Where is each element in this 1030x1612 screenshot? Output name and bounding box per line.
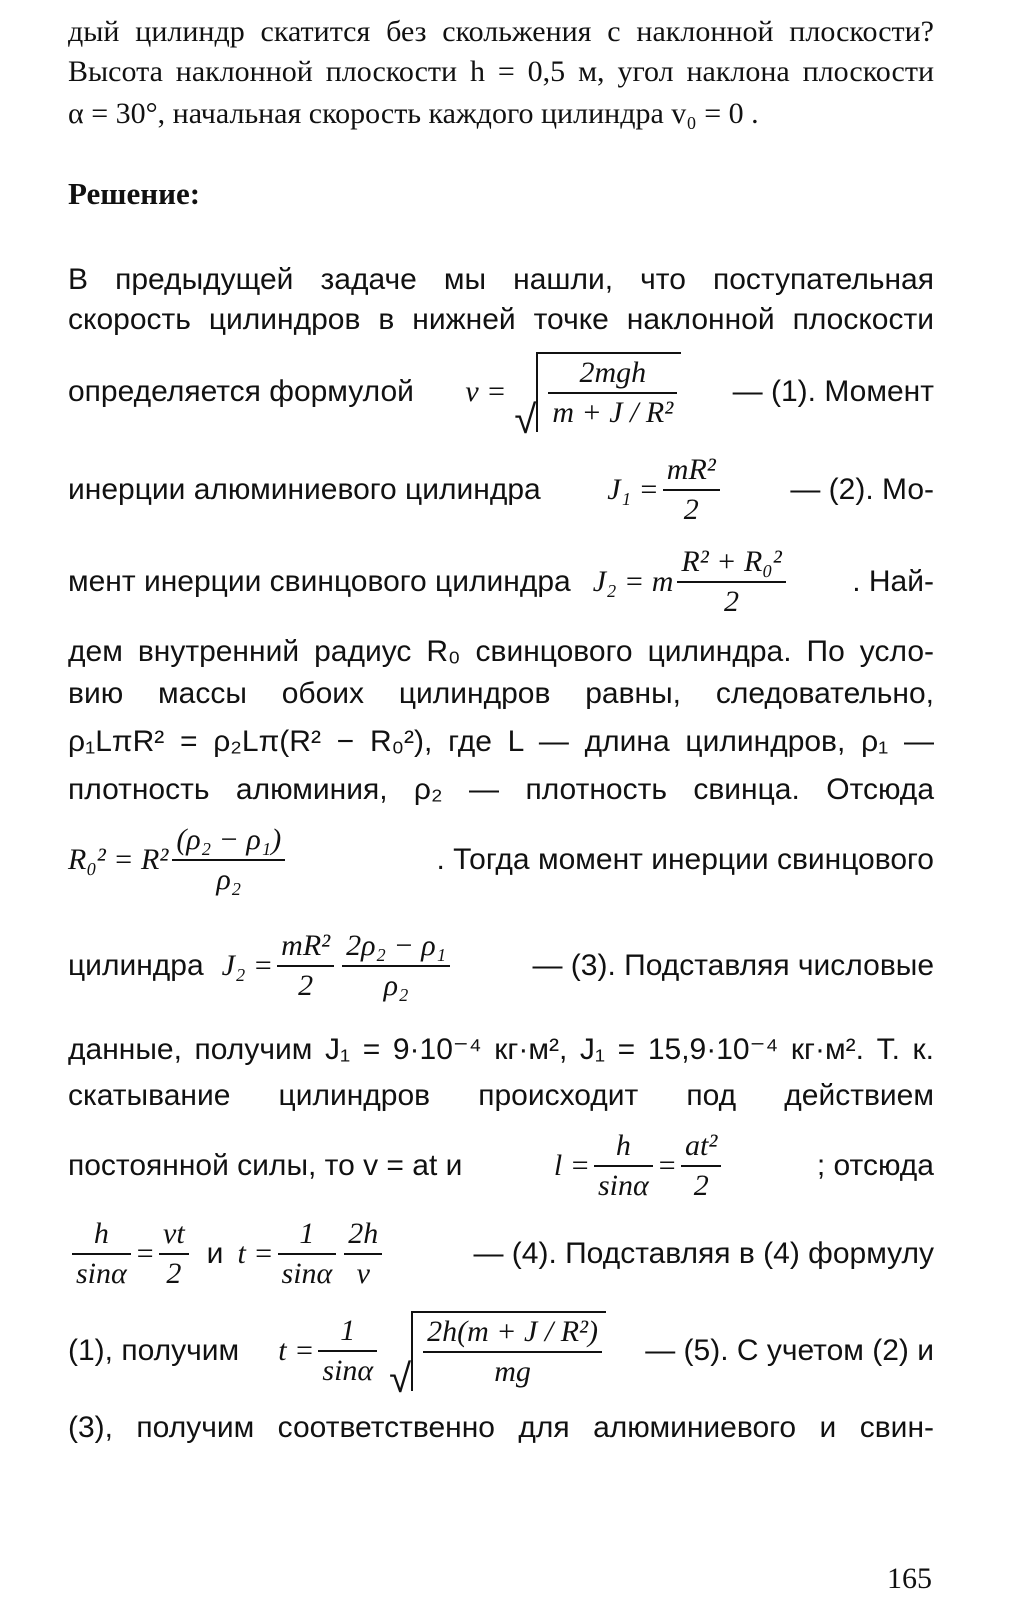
equals-sign: = — [656, 1149, 678, 1182]
text-line-11: скатывание цилиндров происходит под действием — [68, 1079, 934, 1112]
text-fragment: . Най- — [852, 565, 934, 598]
fraction — [278, 1215, 337, 1293]
text-line-8: ρ₁LπR² = ρ₂Lπ(R² − R₀²), где L — длина цилиндров, ρ₁ — — [68, 725, 934, 758]
denominator: sinα — [322, 1354, 374, 1387]
numerator: at² — [681, 1127, 721, 1167]
page-number: 165 — [887, 1562, 932, 1595]
numerator: mR² — [663, 451, 720, 491]
denominator: v — [356, 1257, 370, 1290]
numerator: 2h — [344, 1215, 382, 1255]
formula-line-1 — [68, 352, 934, 432]
fraction — [677, 543, 785, 621]
text-fragment: ; отсюда — [816, 1149, 934, 1182]
formula-j2 — [593, 543, 790, 621]
text-line-7: вию массы обоих цилиндров равны, следовательно, — [68, 677, 934, 710]
fraction — [344, 1215, 382, 1293]
denominator: mg — [494, 1355, 531, 1388]
fraction — [318, 1312, 377, 1390]
formula-line-4 — [68, 818, 934, 902]
numerator: R² + R₀² — [677, 543, 785, 583]
text-line-3: α = 30°, начальная скорость каждого цилиндра v₀ = 0 . — [68, 97, 759, 130]
numerator: √ 2mgh — [548, 354, 677, 394]
denominator: 2 — [693, 1169, 709, 1202]
fraction — [342, 927, 450, 1005]
numerator: h — [72, 1215, 131, 1255]
denominator: 2 — [724, 585, 740, 618]
sqrt-sign — [536, 352, 681, 432]
fraction — [548, 354, 677, 432]
denominator: 2 — [683, 493, 699, 526]
text-fragment: инерции алюминиевого цилиндра — [68, 473, 541, 506]
formula-lhs: R₀² = R² — [68, 843, 169, 876]
formula-line-6 — [68, 1124, 934, 1208]
formula-lhs: J₁ = — [607, 473, 659, 506]
fraction — [594, 1127, 653, 1205]
numerator: 1 — [318, 1312, 377, 1352]
text-line-5: скорость цилиндров в нижней точке наклонной плоскости — [68, 303, 934, 336]
numerator: h — [594, 1127, 653, 1167]
fraction — [681, 1127, 721, 1205]
text-line-9: плотность алюминия, ρ₂ — плотность свинца. Отсюда — [68, 773, 934, 806]
fraction — [277, 927, 334, 1005]
denominator: sinα — [598, 1169, 649, 1202]
formula-lhs: t = — [278, 1334, 315, 1367]
text-fragment: постоянной силы, то v = at и — [68, 1149, 463, 1182]
formula-r0 — [68, 821, 289, 899]
fraction — [172, 821, 285, 899]
text-line-12: (3), получим соответственно для алюминиевого и свин- — [68, 1411, 934, 1444]
denominator: 2 — [298, 969, 314, 1002]
text-line-6: дем внутренний радиус R₀ свинцового цилиндра. По усло- — [68, 635, 934, 668]
text-fragment: — (1). Момент — [732, 375, 934, 408]
formula-line-8 — [68, 1306, 934, 1396]
formula-line-2 — [68, 448, 934, 532]
denominator: 2 — [166, 1257, 182, 1290]
numerator: vt — [159, 1215, 189, 1255]
formula-l — [554, 1127, 725, 1205]
formula-line-7 — [68, 1212, 934, 1296]
equals-sign: = — [134, 1237, 156, 1270]
text-line-2: Высота наклонной плоскости h = 0,5 м, угол наклона плоскости — [68, 55, 934, 88]
formula-v — [465, 352, 681, 432]
numerator: 1 — [278, 1215, 337, 1255]
text-fragment: — (4). Подставляя в (4) формулу — [473, 1237, 934, 1270]
fraction — [663, 451, 720, 529]
formula-lhs: J₂ = — [221, 949, 274, 982]
numerator: (ρ₂ − ρ₁) — [172, 821, 285, 861]
formula-lhs: t = — [237, 1237, 274, 1270]
solution-heading: Решение: — [68, 176, 201, 211]
text-line-10: данные, получим J₁ = 9·10⁻⁴ кг·м², J₁ = 15,9·10⁻⁴ кг·м². Т. к. — [68, 1033, 934, 1066]
denominator: ρ₂ — [216, 863, 242, 896]
formula-line-5 — [68, 924, 934, 1008]
denominator: sinα — [76, 1257, 127, 1290]
formula-t5 — [278, 1311, 606, 1391]
text-line-1: дый цилиндр скатится без скольжения с наклонной плоскости? — [68, 15, 934, 48]
formula-lhs: v = — [465, 375, 507, 408]
text-fragment: — (3). Подставляя числовые — [532, 949, 934, 982]
text-line-4: В предыдущей задаче мы нашли, что поступательная — [68, 263, 934, 296]
numerator: 2ρ₂ − ρ₁ — [342, 927, 450, 967]
text-fragment: определяется формулой — [68, 375, 414, 408]
fraction — [72, 1215, 131, 1293]
denominator: m + J / R² — [552, 396, 674, 429]
text-fragment: мент инерции свинцового цилиндра — [68, 565, 571, 598]
formula-lhs: J₂ = m — [592, 565, 674, 598]
text-fragment: цилиндра — [68, 949, 204, 982]
sqrt-sign — [411, 1311, 606, 1391]
formula-j2b — [222, 927, 454, 1005]
denominator: sinα — [281, 1257, 333, 1290]
numerator: √ 2h(m + J / R²) — [423, 1313, 602, 1353]
text-fragment: и — [206, 1237, 224, 1270]
text-fragment: (1), получим — [68, 1334, 240, 1367]
text-fragment: — (2). Мо- — [790, 473, 934, 506]
denominator: ρ₂ — [383, 969, 409, 1002]
formula-lhs: l = — [553, 1149, 590, 1182]
formula-line-3 — [68, 540, 934, 624]
formula-j1 — [607, 451, 723, 529]
text-fragment: — (5). С учетом (2) и — [645, 1334, 934, 1367]
numerator: mR² — [277, 927, 334, 967]
fraction — [159, 1215, 189, 1293]
fraction — [423, 1313, 602, 1391]
text-fragment: . Тогда момент инерции свинцового — [436, 843, 934, 876]
